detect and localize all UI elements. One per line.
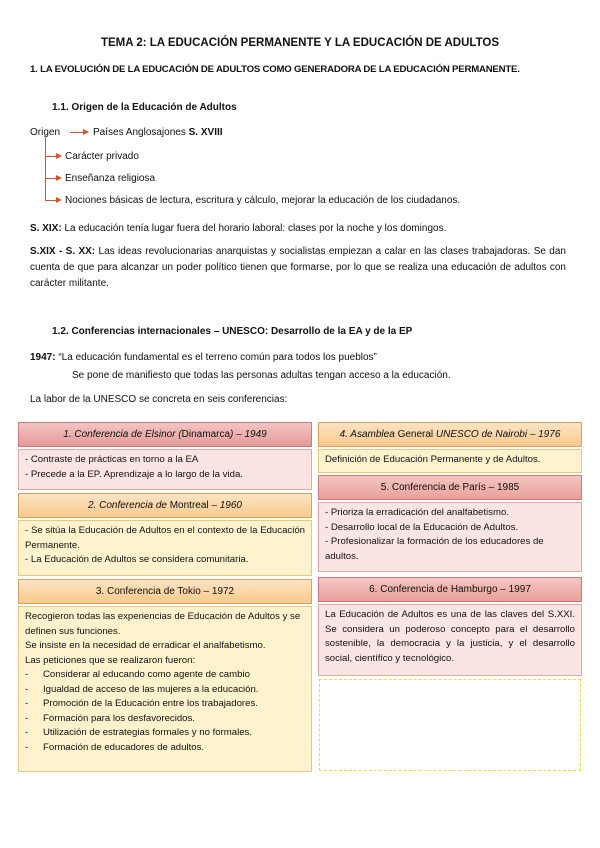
conference-6-body — [318, 604, 582, 676]
paragraph: Las peticiones que se realizaron fueron: — [25, 654, 196, 666]
conference-5-body — [318, 502, 582, 572]
conferences-intro: La labor de la UNESCO se concreta en seis conferencias: — [30, 394, 288, 405]
paragraph: Se insiste en la necesidad de erradicar el analfabetismo. — [25, 640, 266, 651]
paragraph: La Educación de Adultos es una de las claves del S.XXI. Se considera un poderoso concepto para el desarrollo sostenible, la democracia y la justicia, y el desarrollo social, científico y tecnológico. — [325, 609, 575, 664]
conference-6-header: 6. Conferencia de Hamburgo – 1997 — [318, 577, 582, 602]
origin-root: Países Anglosajones S. XVIII — [93, 127, 223, 138]
list-item: - Formación de educadores de adultos. — [25, 741, 205, 753]
conference-5-header: 5. Conferencia de París – 1985 — [318, 475, 582, 500]
conference-4-header: 4. Asamblea General UNESCO de Nairobi – 1976 — [318, 422, 582, 447]
list-item: - Contraste de prácticas en torno a la EA — [25, 454, 199, 465]
conference-2-body — [18, 520, 312, 576]
list-item: - Prioriza la erradicación del analfabetismo. — [325, 507, 509, 518]
arrow-right-icon — [56, 197, 62, 203]
conference-1-header: 1. Conferencia de Elsinor (Dinamarca) – 1949 — [18, 422, 312, 447]
origin-connector — [70, 132, 84, 133]
branch-item: Enseñanza religiosa — [65, 173, 156, 184]
list-item: - Profesionalizar la formación de los educadores de adultos. — [325, 536, 544, 562]
arrow-right-icon — [56, 175, 62, 181]
list-item: - Se sitúa la Educación de Adultos en el contexto de la Educación Permanente. — [25, 525, 305, 551]
list-item: - La Educación de Adultos se considera comunitaria. — [25, 554, 249, 565]
branch-item: Carácter privado — [65, 151, 139, 162]
page-title: TEMA 2: LA EDUCACIÓN PERMANENTE Y LA EDUCACIÓN DE ADULTOS — [100, 37, 500, 49]
conference-3-body — [18, 606, 312, 772]
conference-3-header: 3. Conferencia de Tokio – 1972 — [18, 579, 312, 604]
conference-1-body — [18, 449, 312, 490]
tree-trunk — [45, 134, 46, 200]
paragraph: Definición de Educación Permanente y de Adultos. — [325, 454, 541, 465]
branch-item: Nociones básicas de lectura, escritura y cálculo, mejorar la educación de los ciudadanos. — [65, 195, 461, 206]
s19-paragraph: S. XIX: La educación tenía lugar fuera del horario laboral: clases por la noche y los domingos. — [30, 223, 447, 234]
subsection-heading-origin: 1.1. Origen de la Educación de Adultos — [52, 102, 237, 113]
paragraph: Recogieron todas las experiencias de Educación de Adultos y se definen sus funciones. — [25, 611, 301, 637]
subsection-heading-conferences: 1.2. Conferencias internacionales – UNESCO: Desarrollo de la EA y de la EP — [52, 326, 413, 337]
list-item: - Promoción de la Educación entre los trabajadores. — [25, 698, 258, 709]
list-item: - Desarrollo local de la Educación de Adultos. — [325, 521, 519, 533]
list-item: - Considerar al educando como agente de cambio — [25, 669, 250, 680]
year-1947-detail: Se pone de manifiesto que todas las personas adultas tengan acceso a la educación. — [72, 370, 451, 381]
list-item: - Utilización de estrategias formales y no formales. — [25, 727, 253, 738]
s19-20-paragraph: S.XIX - S. XX: Las ideas revolucionarias anarquistas y socialistas empiezan a calar en las clases trabajadoras. Se dan cuenta de que para alcanzar un poder político tienen que formarse, por lo que se realiza una educación de adultos con carácter militante. — [30, 246, 566, 289]
conference-2-header: 2. Conferencia de Montreal – 1960 — [18, 493, 312, 518]
list-item: - Formación para los desfavorecidos. — [25, 712, 195, 724]
origin-label: Origen — [30, 127, 61, 138]
arrow-right-icon — [56, 153, 62, 159]
list-item: - Precede a la EP. Aprendizaje a lo largo de la vida. — [25, 468, 243, 480]
section-heading: 1. LA EVOLUCIÓN DE LA EDUCACIÓN DE ADULTOS COMO GENERADORA DE LA EDUCACIÓN PERMANENTE. — [30, 64, 520, 75]
year-1947-line: 1947: “La educación fundamental es el terreno común para todos los pueblos” — [30, 352, 377, 363]
empty-placeholder-box — [319, 679, 581, 771]
conference-4-body — [318, 449, 582, 473]
arrow-right-icon — [83, 129, 89, 135]
list-item: - Igualdad de acceso de las mujeres a la educación. — [25, 683, 259, 695]
